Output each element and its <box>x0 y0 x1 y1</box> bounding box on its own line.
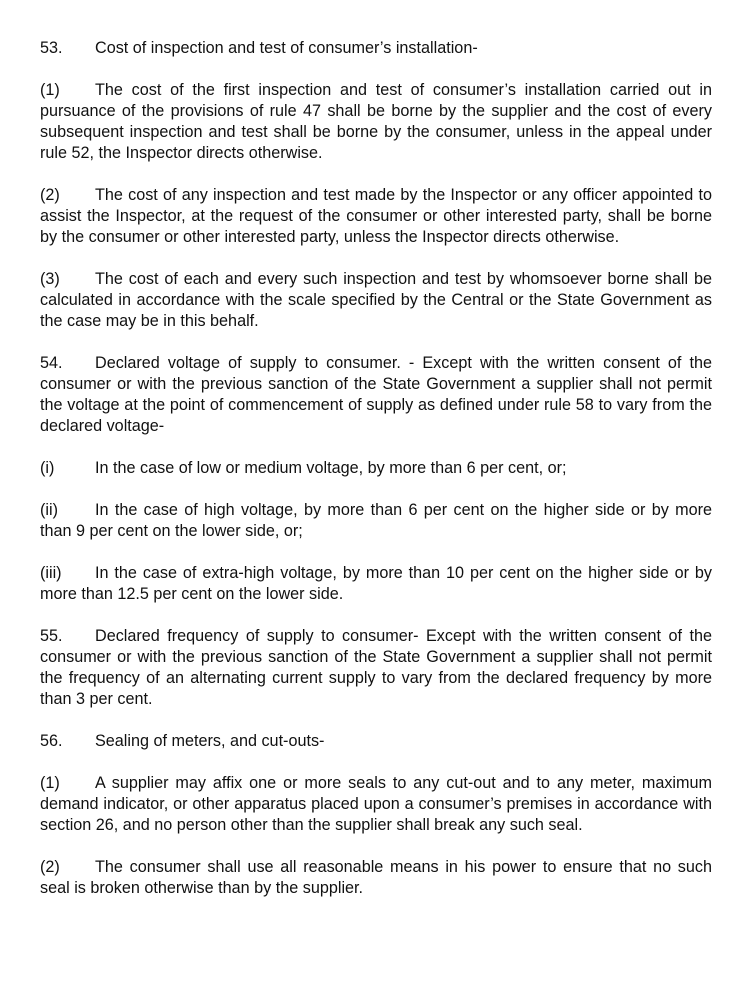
section-54-body <box>40 353 712 437</box>
paragraph-number: (1) <box>40 774 60 792</box>
paragraph-number: 53. <box>40 39 63 57</box>
paragraph-text: In the case of extra-high voltage, by more than 10 per cent on the higher side or by more than 12.5 per cent on the lower side. <box>40 564 712 603</box>
section-56-heading <box>40 731 712 752</box>
paragraph-text: In the case of low or medium voltage, by more than 6 per cent, or; <box>95 459 567 477</box>
section-54-item-i <box>40 458 712 479</box>
section-54-item-ii <box>40 500 712 542</box>
paragraph-text: The consumer shall use all reasonable means in his power to ensure that no such seal is broken otherwise than by the supplier. <box>40 858 712 897</box>
section-53-clause-3 <box>40 269 712 332</box>
paragraph-number: (3) <box>40 270 60 288</box>
paragraph-number: 56. <box>40 732 63 750</box>
paragraph-text: A supplier may affix one or more seals to any cut-out and to any meter, maximum demand indicator, or other apparatus placed upon a consumer’s premises in accordance with section 26, and no person other than the supplier shall break any such seal. <box>40 774 712 834</box>
document-page <box>40 38 712 920</box>
paragraph-text: The cost of the first inspection and test of consumer’s installation carried out in pursuance of the provisions of rule 47 shall be borne by the supplier and the cost of every subsequent inspection and test shall be borne by the consumer, unless in the appeal under rule 52, the Inspector directs otherwise. <box>40 81 712 162</box>
section-54-item-iii <box>40 563 712 605</box>
section-56-clause-2 <box>40 857 712 899</box>
paragraph-number: (iii) <box>40 564 62 582</box>
paragraph-text: Cost of inspection and test of consumer’s installation- <box>95 39 478 57</box>
paragraph-number: (2) <box>40 858 60 876</box>
paragraph-number: (2) <box>40 186 60 204</box>
section-55-body <box>40 626 712 710</box>
paragraph-text: Sealing of meters, and cut-outs- <box>95 732 325 750</box>
paragraph-number: (i) <box>40 459 55 477</box>
paragraph-text: Declared voltage of supply to consumer. - Except with the written consent of the consumer or with the previous sanction of the State Government a supplier shall not permit the voltage at the point of commencement of supply as defined under rule 58 to vary from the declared voltage- <box>40 354 712 435</box>
paragraph-number: 55. <box>40 627 63 645</box>
section-53-clause-2 <box>40 185 712 248</box>
section-56-clause-1 <box>40 773 712 836</box>
paragraph-text: Declared frequency of supply to consumer- Except with the written consent of the consumer or with the previous sanction of the State Government a supplier shall not permit the frequency of an alternating current supply to vary from the declared frequency by more than 3 per cent. <box>40 627 712 708</box>
section-53-heading <box>40 38 712 59</box>
section-53-clause-1 <box>40 80 712 164</box>
paragraph-number: (1) <box>40 81 60 99</box>
paragraph-number: 54. <box>40 354 63 372</box>
paragraph-text: The cost of any inspection and test made by the Inspector or any officer appointed to assist the Inspector, at the request of the consumer or other interested party, shall be borne by the consumer or other interested party, unless the Inspector directs otherwise. <box>40 186 712 246</box>
paragraph-text: In the case of high voltage, by more than 6 per cent on the higher side or by more than 9 per cent on the lower side, or; <box>40 501 712 540</box>
paragraph-text: The cost of each and every such inspection and test by whomsoever borne shall be calculated in accordance with the scale specified by the Central or the State Government as the case may be in this behalf. <box>40 270 712 330</box>
paragraph-number: (ii) <box>40 501 58 519</box>
